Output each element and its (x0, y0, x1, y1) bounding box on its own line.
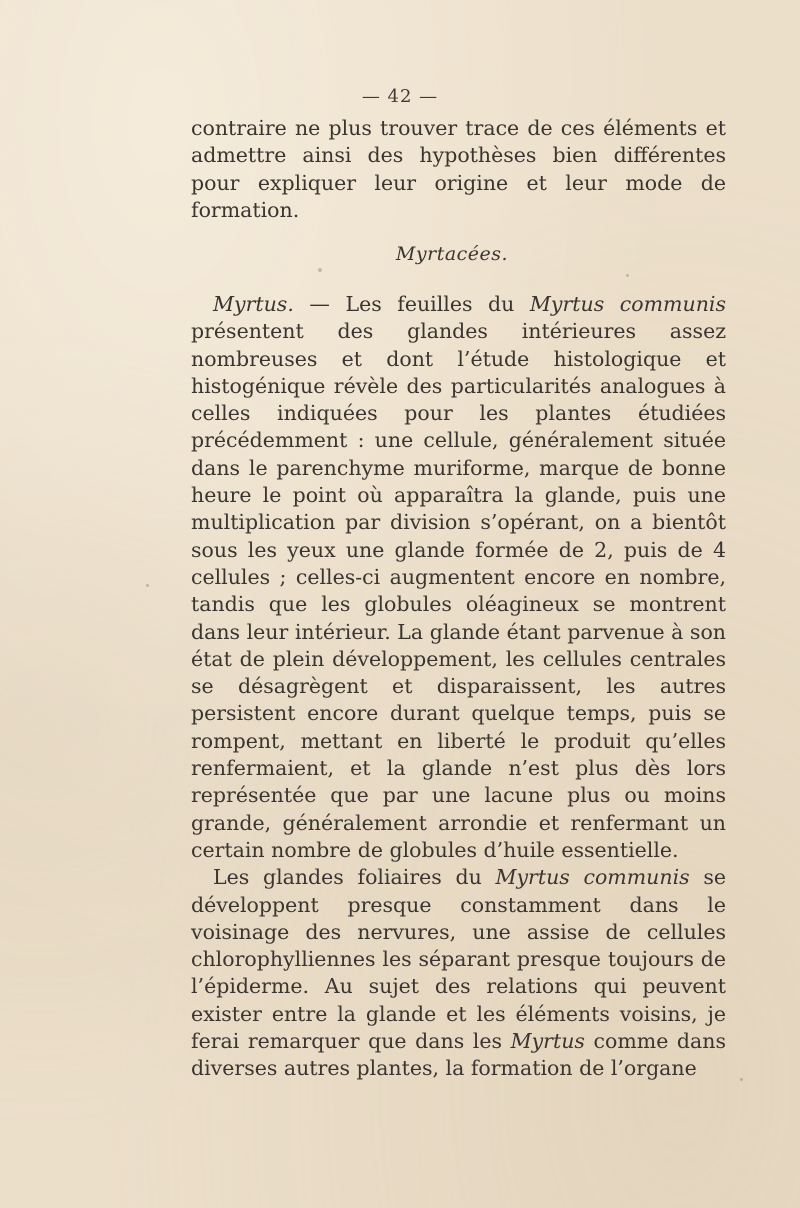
paragraph-foliar-glands (191, 864, 726, 1082)
paragraph-myrtus (191, 291, 726, 864)
opening-paragraph: contraire ne plus trouver trace de ces éléments et admettre ainsi des hypothèses bien différentes pour expliquer leur origine et leur mode de formation. (191, 116, 726, 222)
main-text-block (191, 291, 726, 1083)
page-number: — 42 — (361, 86, 439, 107)
paper-speck (626, 274, 629, 277)
paragraph-dash: — Les feuilles du (293, 292, 530, 316)
species-name: Myrtus communis (495, 865, 690, 890)
species-name: Myrtus communis (529, 292, 726, 316)
paragraph-end: comme dans diverses autres plantes, la formation de l’organe (191, 1029, 727, 1081)
paragraph-lead-genus: Myrtus. (213, 292, 294, 316)
genus-name: Myrtus (510, 1029, 585, 1054)
paper-speck (740, 1078, 743, 1081)
paper-speck (318, 268, 322, 272)
paragraph-start: Les glandes foliaires du (213, 865, 496, 890)
section-heading: Myrtacées. (395, 243, 509, 265)
paragraph-middle: se développent presque constamment dans le voisinage des nervures, une assise de cellules chlorophylliennes les séparant presque toujours de l’épiderme. Au sujet des relations qui peuvent exister entre la glande et les éléments voisins, je ferai remarquer que dans les (191, 865, 727, 1054)
paper-speck (146, 584, 149, 587)
paragraph-body: présentent des glandes intérieures assez nombreuses et dont l’étude histologique et histogénique révèle des particularités analogues à celles indiquées pour les plantes étudiées précédemment : une cellule, généralement située dans le parenchyme muriforme, marque de bonne heure le point où apparaîtra la glande, puis une multiplication par division s’opérant, on a bientôt sous les yeux une glande formée de 2, puis de 4 cellules ; celles-ci augmentent encore en nombre, tandis que les globules oléagineux se montrent dans leur intérieur. La glande étant parvenue à son état de plein développement, les cellules centrales se désagrègent et disparaissent, les autres persistent encore durant quelque temps, puis se rompent, mettant en liberté le produit qu’elles renfermaient, et la glande n’est plus dès lors représentée que par une lacune plus ou moins grande, généralement arrondie et renfermant un certain nombre de globules d’huile essentielle. (191, 319, 726, 862)
opening-paragraph-block (191, 115, 726, 224)
